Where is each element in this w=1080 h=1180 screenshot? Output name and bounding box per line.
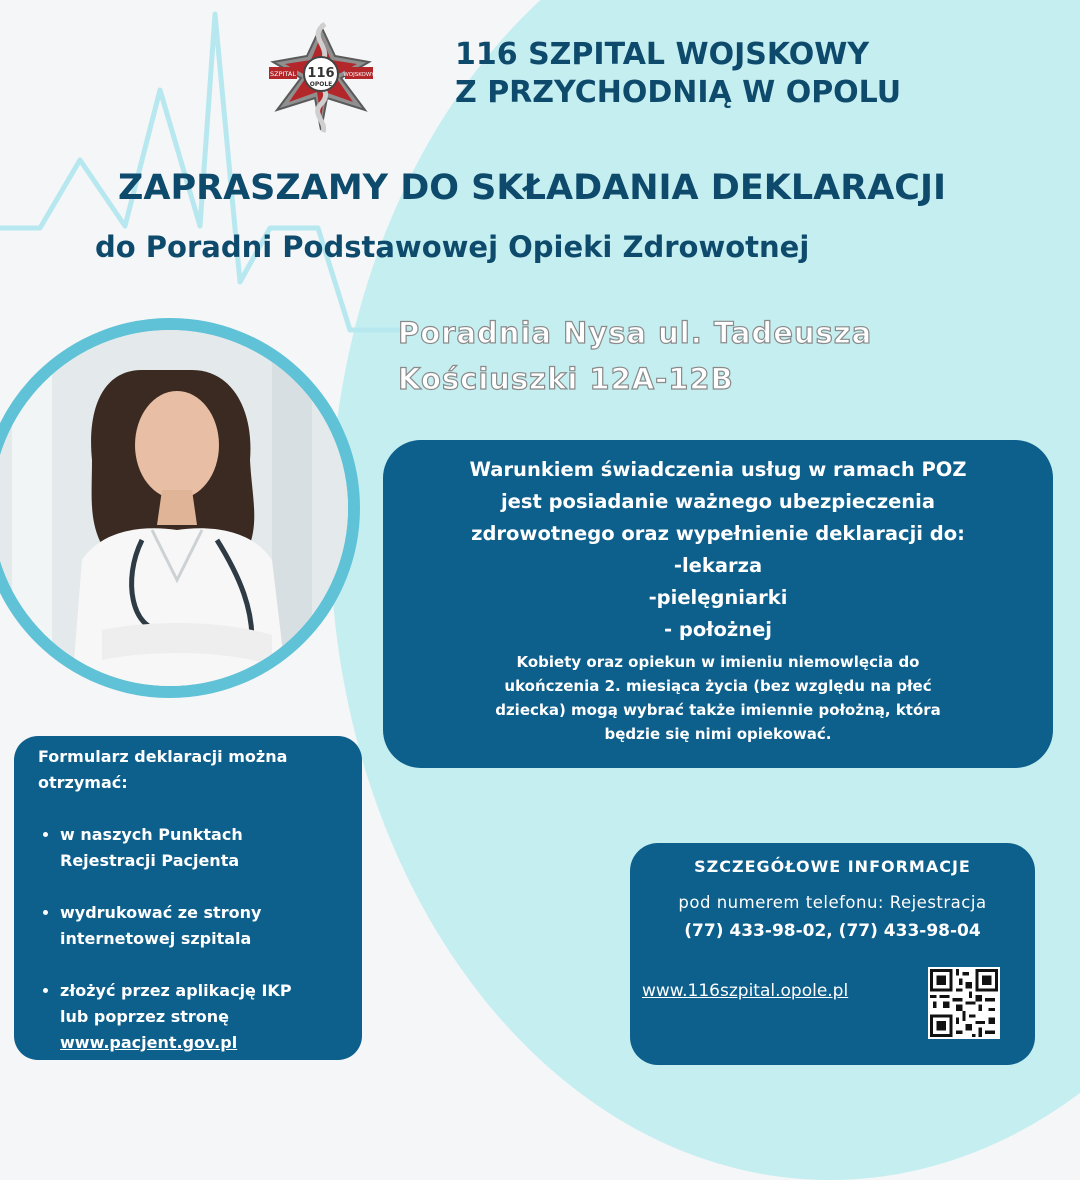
details-title: SZCZEGÓŁOWE INFORMACJE xyxy=(694,857,971,876)
midwife-note-line: dziecka) mogą wybrać także imiennie położną, która xyxy=(495,701,941,719)
clinic-address-line2: Kościuszki 12A-12B xyxy=(398,362,734,396)
conditions-item-doctor: -lekarza xyxy=(673,554,763,577)
svg-text:116: 116 xyxy=(307,66,335,81)
list-item-line: • wydrukować ze strony xyxy=(60,903,262,922)
headline-subtitle: do Poradni Podstawowej Opieki Zdrowotnej xyxy=(95,230,810,264)
form-info-title xyxy=(38,744,348,796)
list-item-line: Rejestracji Pacjenta xyxy=(60,851,240,870)
list-item xyxy=(60,900,348,952)
midwife-note-line: ukończenia 2. miesiąca życia (bez względu na płeć xyxy=(504,677,932,695)
form-info-title-line2: otrzymać: xyxy=(38,773,128,792)
form-info-box xyxy=(14,736,362,1060)
list-item xyxy=(60,978,348,1056)
list-item-line: • złożyć przez aplikację IKP xyxy=(60,981,292,1000)
conditions-box xyxy=(383,440,1053,768)
hospital-name-line1: 116 SZPITAL WOJSKOWY xyxy=(455,37,870,72)
conditions-item-nurse: -pielęgniarki xyxy=(648,586,788,609)
qr-code-icon xyxy=(928,967,1000,1039)
list-item-line: lub poprzez stronę xyxy=(60,1007,230,1026)
svg-text:SZPITAL: SZPITAL xyxy=(270,70,296,78)
conditions-line: zdrowotnego oraz wypełnienie deklaracji do: xyxy=(471,522,965,545)
conditions-line: jest posiadanie ważnego ubezpieczenia xyxy=(500,490,936,513)
midwife-note-line: będzie się nimi opiekować. xyxy=(604,725,832,743)
svg-text:OPOLE: OPOLE xyxy=(309,81,333,88)
details-box xyxy=(630,843,1035,1065)
hospital-logo xyxy=(265,18,377,136)
hospital-name-line2: Z PRZYCHODNIĄ W OPOLU xyxy=(455,75,902,110)
phone-numbers: (77) 433-98-02, (77) 433-98-04 xyxy=(684,921,981,941)
clinic-address xyxy=(398,310,872,402)
conditions-item-midwife: - położnej xyxy=(663,618,772,641)
midwife-note xyxy=(407,650,1029,746)
clinic-address-line1: Poradnia Nysa ul. Tadeusza xyxy=(398,316,873,350)
conditions-line: Warunkiem świadczenia usług w ramach POZ xyxy=(469,458,967,481)
phone-label: pod numerem telefonu: Rejestracja xyxy=(678,893,987,912)
pacjent-gov-link[interactable]: www.pacjent.gov.pl xyxy=(60,1033,238,1052)
hospital-website-link[interactable]: www.116szpital.opole.pl xyxy=(642,981,849,1001)
form-options-list xyxy=(38,822,348,1056)
headline-title: ZAPRASZAMY DO SKŁADANIA DEKLARACJI xyxy=(118,168,947,208)
form-info-title-line1: Formularz deklaracji można xyxy=(38,747,288,766)
svg-text:WOJSKOWY: WOJSKOWY xyxy=(343,72,375,78)
list-item-line: internetowej szpitala xyxy=(60,929,252,948)
list-item xyxy=(60,822,348,874)
list-item-line: • w naszych Punktach xyxy=(60,825,243,844)
hospital-name xyxy=(455,36,901,112)
midwife-note-line: Kobiety oraz opiekun w imieniu niemowlęcia do xyxy=(516,653,920,671)
conditions-text xyxy=(407,454,1029,646)
